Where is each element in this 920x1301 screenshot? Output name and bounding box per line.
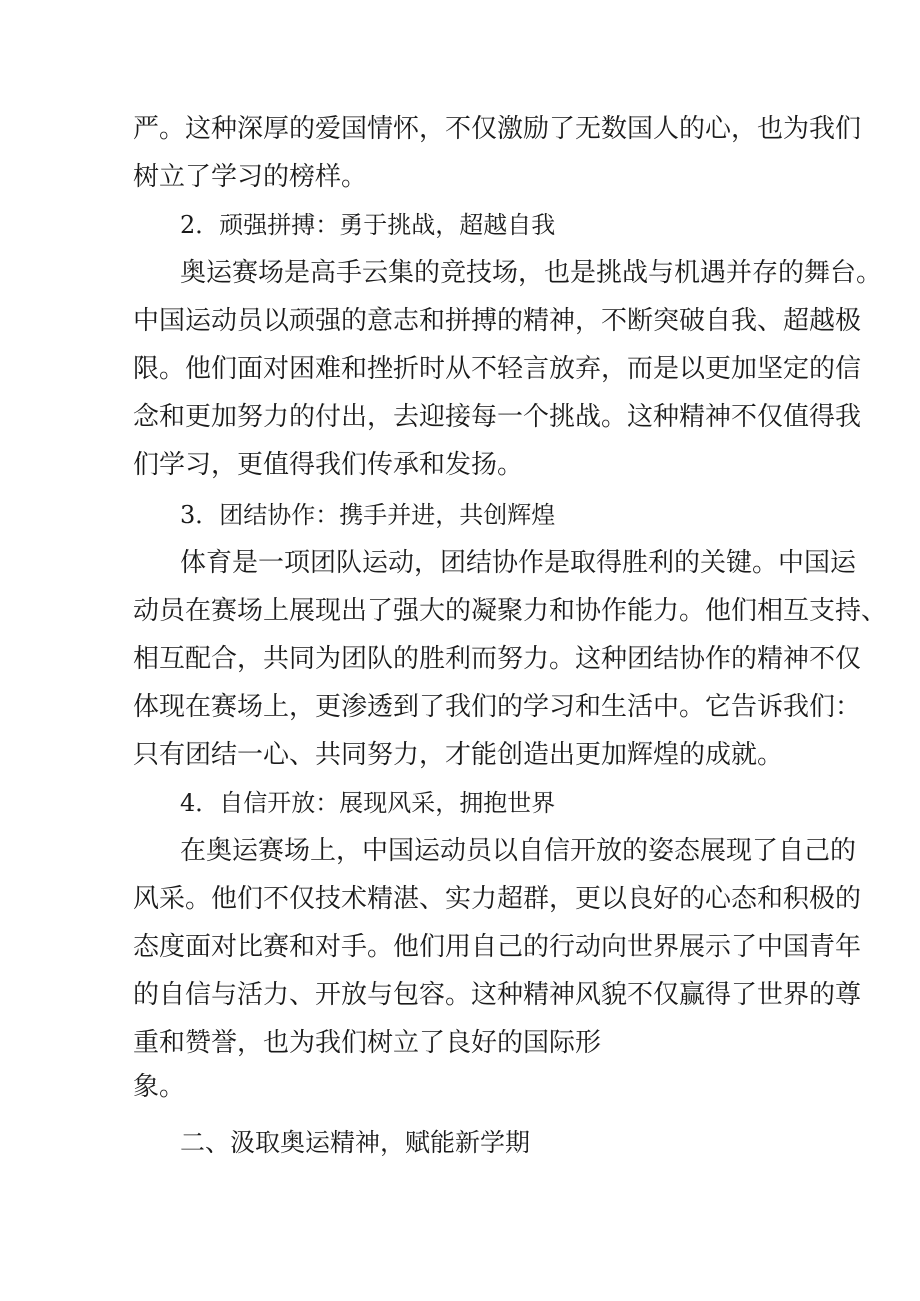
paragraph-line: 动员在赛场上展现出了强大的凝聚力和协作能力。他们相互支持、 (133, 596, 888, 626)
paragraph-line: 中国运动员以顽强的意志和拼搏的精神，不断突破自我、超越极 (133, 306, 862, 336)
paragraph-line: 风采。他们不仅技术精湛、实力超群，更以良好的心态和积极的 (133, 884, 862, 914)
subheading-3: 3．团结协作：携手并进，共创辉煌 (180, 501, 556, 529)
paragraph-line: 限。他们面对困难和挫折时从不轻言放弃，而是以更加坚定的信 (133, 354, 862, 384)
paragraph-line: 的自信与活力、开放与包容。这种精神风貌不仅赢得了世界的尊 (133, 980, 862, 1010)
paragraph-line: 只有团结一心、共同努力，才能创造出更加辉煌的成就。 (133, 740, 784, 770)
paragraph-line: 念和更加努力的付出，去迎接每一个挑战。这种精神不仅值得我 (133, 402, 862, 432)
paragraph-line: 重和赞誉，也为我们树立了良好的国际形 (133, 1028, 602, 1058)
section-heading: 二、汲取奥运精神，赋能新学期 (180, 1128, 531, 1157)
paragraph-line: 象。 (133, 1072, 186, 1102)
paragraph-line: 严。这种深厚的爱国情怀，不仅激励了无数国人的心，也为我们 (133, 114, 862, 144)
subheading-2: 2．顽强拼搏：勇于挑战，超越自我 (180, 211, 556, 239)
paragraph-line: 在奥运赛场上，中国运动员以自信开放的姿态展现了自己的 (180, 836, 857, 866)
paragraph-line: 相互配合，共同为团队的胜利而努力。这种团结协作的精神不仅 (133, 644, 862, 674)
paragraph-line: 树立了学习的榜样。 (133, 162, 368, 192)
paragraph-line: 们学习，更值得我们传承和发扬。 (133, 450, 524, 480)
subheading-4: 4．自信开放：展现风采，拥抱世界 (180, 789, 556, 817)
paragraph-line: 态度面对比赛和对手。他们用自己的行动向世界展示了中国青年 (133, 932, 862, 962)
paragraph-line: 体现在赛场上，更渗透到了我们的学习和生活中。它告诉我们： (133, 692, 862, 722)
paragraph-line: 奥运赛场是高手云集的竞技场，也是挑战与机遇并存的舞台。 (180, 258, 883, 288)
paragraph-line: 体育是一项团队运动，团结协作是取得胜利的关键。中国运 (180, 548, 857, 578)
